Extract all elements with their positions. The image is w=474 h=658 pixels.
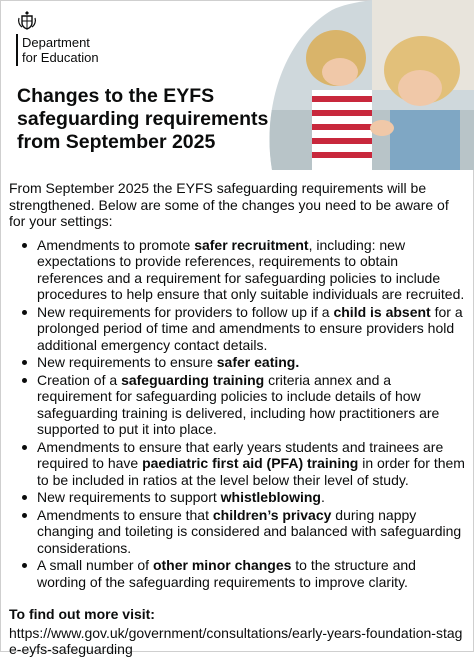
list-item xyxy=(9,489,465,506)
item-highlight: safer eating. xyxy=(216,354,300,370)
children-photo-illustration xyxy=(262,0,474,170)
item-text: Amendments to ensure that early years students and trainees are required to have xyxy=(37,438,444,471)
item-text: to the structure and wording of the safeguarding requirements to improve clarity. xyxy=(37,557,416,590)
find-out-more-heading: To find out more visit: xyxy=(9,606,155,622)
list-item xyxy=(9,557,465,590)
royal-coat-of-arms-icon xyxy=(16,10,38,32)
item-highlight: child is absent xyxy=(333,303,431,320)
header-photo xyxy=(262,0,474,170)
item-text: New requirements to ensure xyxy=(37,354,217,370)
list-item xyxy=(9,507,465,557)
org-name-line1: Department xyxy=(22,35,90,50)
item-text: for a prolonged period of time and amendments to ensure providers hold additional emergency contact details. xyxy=(37,303,463,353)
list-item xyxy=(9,354,465,371)
item-text: Creation of a xyxy=(37,371,122,388)
org-name-line2: for Education xyxy=(22,50,99,65)
item-text: New requirements for providers to follow up if a xyxy=(37,303,334,320)
item-highlight: other minor changes xyxy=(152,557,292,573)
item-text: . xyxy=(320,489,325,505)
striped-shirt xyxy=(312,90,372,170)
item-highlight: whistleblowing xyxy=(220,489,321,505)
list-item xyxy=(9,372,465,438)
item-text: Amendments to ensure that xyxy=(37,506,213,523)
item-highlight: safer recruitment xyxy=(194,236,309,253)
item-highlight: children’s privacy xyxy=(212,506,332,523)
item-text: A small number of xyxy=(37,557,153,573)
item-text: , including: new expectations to provide references, requirements to obtain references and a requirement for safeguarding policies to include procedures to help ensure that only suitable individuals are recruited. xyxy=(37,236,465,302)
title-line1: Changes to the EYFS xyxy=(17,85,215,107)
consultation-link[interactable]: https://www.gov.uk/government/consultations/early-years-foundation-stage-eyfs-safeguarding xyxy=(9,624,463,657)
list-item xyxy=(9,237,465,303)
item-text: in order for them to be included in ratios at the level below their level of study. xyxy=(37,455,465,488)
item-text: New requirements to support xyxy=(37,489,221,505)
page-title xyxy=(17,85,287,154)
item-highlight: safeguarding training xyxy=(121,371,265,388)
org-name xyxy=(22,35,99,65)
title-line3: from September 2025 xyxy=(17,131,216,153)
dfe-logo xyxy=(16,10,126,66)
title-line2: safeguarding requirements xyxy=(17,108,269,130)
item-highlight: paediatric first aid (PFA) training xyxy=(142,455,359,471)
logo-rule xyxy=(16,34,18,66)
changes-list xyxy=(9,237,465,591)
item-text: criteria annex and a requirement for safeguarding policies to include details of how safeguarding training is delivered, including how practitioners are supported to put it into place. xyxy=(37,371,440,437)
item-text: during nappy changing and toileting is considered and balanced with safeguarding considerations. xyxy=(37,506,462,556)
list-item xyxy=(9,304,465,354)
list-item xyxy=(9,439,465,489)
main-content xyxy=(9,180,465,658)
item-text: Amendments to promote xyxy=(37,236,195,253)
intro-paragraph: From September 2025 the EYFS safeguarding requirements will be strengthened. Below are some of the changes you need to be aware of for your settings: xyxy=(9,180,449,229)
